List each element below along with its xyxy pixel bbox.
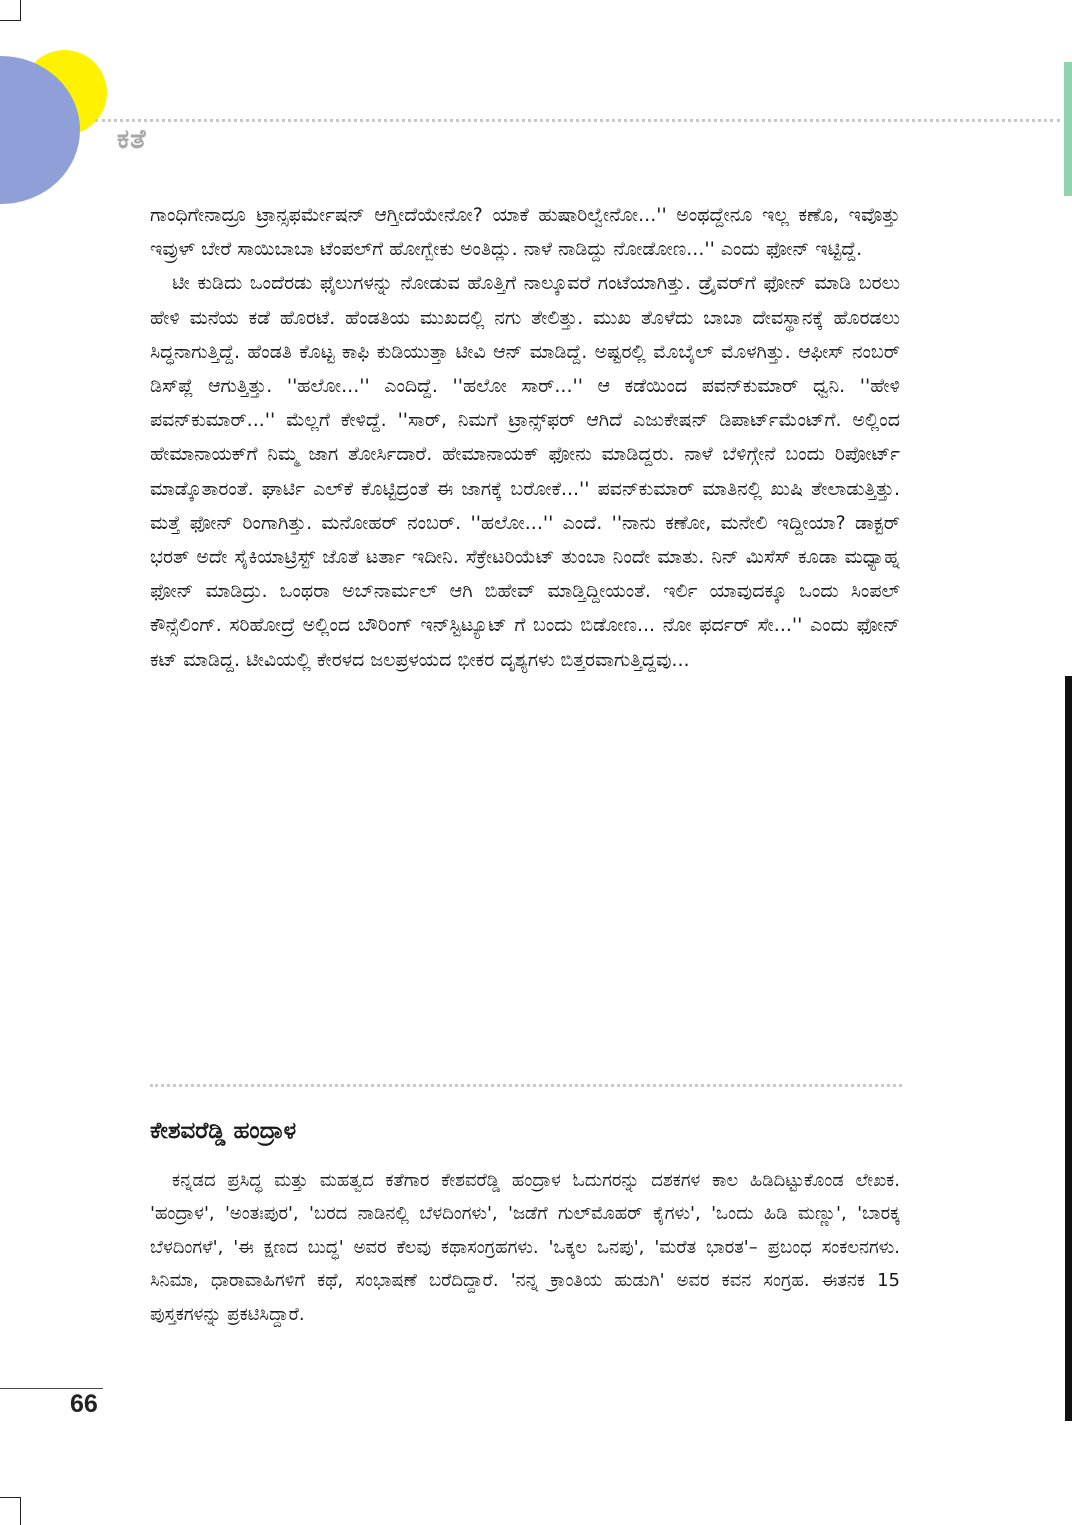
crop-mark-top-horizontal xyxy=(0,20,21,21)
header-dotted-rule xyxy=(95,119,1060,122)
author-bio: ಕನ್ನಡದ ಪ್ರಸಿದ್ಧ ಮತ್ತು ಮಹತ್ವದ ಕತೆಗಾರ ಕೇಶವರೆಡ್ಡಿ ಹಂದ್ರಾಳ ಓದುಗರನ್ನು ದಶಕಗಳ ಕಾಲ ಹಿಡಿದಿಟ್ಟುಕೊಂಡ ಲೇಖಕ. 'ಹಂದ್ರಾಳ', 'ಅಂತಃಪುರ', 'ಬರದ ನಾಡಿನಲ್ಲಿ ಬೆಳದಿಂಗಳು', 'ಜಡೆಗೆ ಗುಲ್‌ಮೊಹರ್ ಕೈಗಳು', 'ಒಂದು ಹಿಡಿ ಮಣ್ಣು', 'ಬಾರಕ್ಕ ಬೆಳದಿಂಗಳೆ', 'ಈ ಕ್ಷಣದ ಬುದ್ಧ' ಅವರ ಕೆಲವು ಕಥಾಸಂಗ್ರಹಗಳು. 'ಒಕ್ಕಲ ಒನಪು', 'ಮರೆತ ಭಾರತ'– ಪ್ರಬಂಧ ಸಂಕಲನಗಳು. ಸಿನಿಮಾ, ಧಾರಾವಾಹಿಗಳಿಗೆ ಕಥೆ, ಸಂಭಾಷಣೆ ಬರೆದಿದ್ದಾರೆ. 'ನನ್ನ ಕ್ರಾಂತಿಯ ಹುಡುಗಿ' ಅವರ ಕವನ ಸಂಗ್ರಹ. ಈತನಕ 15 ಪುಸ್ತಕಗಳನ್ನು ಪ್ರಕಟಿಸಿದ್ದಾರೆ. xyxy=(150,1170,900,1325)
story-paragraph: ಗಾಂಧಿಗೇನಾದ್ರೂ ಟ್ರಾನ್ಸಫರ್ಮೇಷನ್ ಆಗ್ತೀದೆಯೇನೋ? ಯಾಕೆ ಹುಷಾರಿಲ್ವೇನೋ...'' ಅಂಥದ್ದೇನೂ ಇಲ್ಲ ಕಣೊ, ಇವೊತ್ತು ಇವ್ರುಳ್ ಬೇರೆ ಸಾಯಿಬಾಬಾ ಟೆಂಪಲ್‌ಗೆ ಹೋಗ್ಬೇಕು ಅಂತಿದ್ಲು. ನಾಳೆ ನಾಡಿದ್ದು ನೋಡೋಣ...'' ಎಂದು ಫೋನ್ ಇಟ್ಟಿದ್ದೆ. xyxy=(150,204,900,261)
page-number-rule xyxy=(0,1388,103,1389)
section-label: ಕತೆ xyxy=(117,124,147,155)
author-name: ಕೇಶವರೆಡ್ಡಿ ಹಂದ್ರಾಳ xyxy=(150,1118,297,1144)
side-tab-marker xyxy=(1064,62,1072,196)
section-divider xyxy=(150,1084,902,1087)
page-number: 66 xyxy=(70,1390,98,1418)
story-paragraph: ಟೀ ಕುಡಿದು ಒಂದೆರಡು ಫೈಲುಗಳನ್ನು ನೋಡುವ ಹೊತ್ತಿಗೆ ನಾಲ್ಕೂವರೆ ಗಂಟೆಯಾಗಿತ್ತು. ಡ್ರೈವರ್‌ಗೆ ಫೋನ್ ಮಾಡಿ ಬರಲು ಹೇಳಿ ಮನೆಯ ಕಡೆ ಹೊರಟೆ. ಹೆಂಡತಿಯ ಮುಖದಲ್ಲಿ ನಗು ತೇಲಿತ್ತು. ಮುಖ ತೊಳೆದು ಬಾಬಾ ದೇವಸ್ಥಾನಕ್ಕೆ ಹೊರಡಲು ಸಿದ್ಧನಾಗುತ್ತಿದ್ದೆ. ಹೆಂಡತಿ ಕೊಟ್ಟ ಕಾಫಿ ಕುಡಿಯುತ್ತಾ ಟೀವಿ ಆನ್ ಮಾಡಿದ್ದೆ. ಅಷ್ಟರಲ್ಲಿ ಮೊಬೈಲ್ ಮೊಳಗಿತ್ತು. ಆಫೀಸ್ ನಂಬರ್ ಡಿಸ್‌ಪ್ಲೆ ಆಗುತ್ತಿತ್ತು. ''ಹಲೋ...'' ಎಂದಿದ್ದೆ. ''ಹಲೋ ಸಾರ್...'' ಆ ಕಡೆಯಿಂದ ಪವನ್‌ಕುಮಾರ್ ಧ್ವನಿ. ''ಹೇಳಿ ಪವನ್‌ಕುಮಾರ್...'' ಮೆಲ್ಲಗೆ ಕೇಳಿದ್ದೆ. ''ಸಾರ್, ನಿಮಗೆ ಟ್ರಾನ್ಸ್‌ಫರ್ ಆಗಿದೆ ಎಜುಕೇಷನ್ ಡಿಪಾರ್ಟ್‌ಮೆಂಟ್‌ಗೆ. ಅಲ್ಲಿಂದ ಹೇಮಾನಾಯಕ್‌ಗೆ ನಿಮ್ಮ ಜಾಗ ತೋರ್ಸಿದಾರೆ. ಹೇಮಾನಾಯಕ್ ಫೋನು ಮಾಡಿದ್ದರು. ನಾಳೆ ಬೆಳಿಗ್ಗೇನೆ ಬಂದು ರಿಪೋರ್ಟ್ ಮಾಡ್ಕೊತಾರಂತೆ. ಘಾರ್ಟಿ ಎಲ್‌ಕೆ ಕೊಟ್ಟಿದ್ರಂತೆ ಈ ಜಾಗಕ್ಕೆ ಬರೋಕೆ...'' ಪವನ್‌ಕುಮಾರ್ ಮಾತಿನಲ್ಲಿ ಖುಷಿ ತೇಲಾಡುತ್ತಿತ್ತು. ಮತ್ತೆ ಫೋನ್ ರಿಂಗಾಗಿತ್ತು. ಮನೋಹರ್ ನಂಬರ್. ''ಹಲೋ...'' ಎಂದೆ. ''ನಾನು ಕಣೋ, ಮನೇಲಿ ಇದ್ದೀಯಾ? ಡಾಕ್ಟರ್ ಭರತ್ ಅದೇ ಸೈಕಿಯಾಟ್ರಿಸ್ಟ್ ಜೊತೆ ಟರ್ತಾ ಇದೀನಿ. ಸೆಕ್ರೇಟರಿಯೆಟ್ ತುಂಬಾ ನಿಂದೇ ಮಾತು. ನಿನ್ ಮಿಸೆಸ್ ಕೂಡಾ ಮಧ್ಯಾಹ್ನ ಫೋನ್ ಮಾಡಿದ್ರು. ಒಂಥರಾ ಅಬ್‌ನಾರ್ಮಲ್ ಆಗಿ ಬಿಹೇವ್ ಮಾಡ್ತಿದ್ದೀಯಂತೆ. ಇರ್ಲಿ ಯಾವುದಕ್ಕೂ ಒಂದು ಸಿಂಪಲ್ ಕೌನ್ಸೆಲಿಂಗ್. ಸರಿಹೋದ್ರೆ ಅಲ್ಲಿಂದ ಬೌರಿಂಗ್ ಇನ್‌ಸ್ಟಿಟ್ಯೂಟ್ ಗೆ ಬಂದು ಬಿಡೋಣ... ನೋ ಫರ್ದರ್ ಸೇ...'' ಎಂದು ಫೋನ್ ಕಟ್ ಮಾಡಿದ್ದ. ಟೀವಿಯಲ್ಲಿ ಕೇರಳದ ಜಲಪ್ರಳಯದ ಭೀಕರ ದೃಶ್ಯಗಳು ಬಿತ್ತರವಾಗುತ್ತಿದ್ದವು... xyxy=(150,272,900,671)
crop-mark-top-vertical xyxy=(20,0,21,21)
crop-mark-bottom-horizontal xyxy=(0,1497,21,1498)
side-bar-marker xyxy=(1065,676,1072,1421)
crop-mark-bottom-vertical xyxy=(20,1497,21,1525)
story-body xyxy=(150,198,900,677)
